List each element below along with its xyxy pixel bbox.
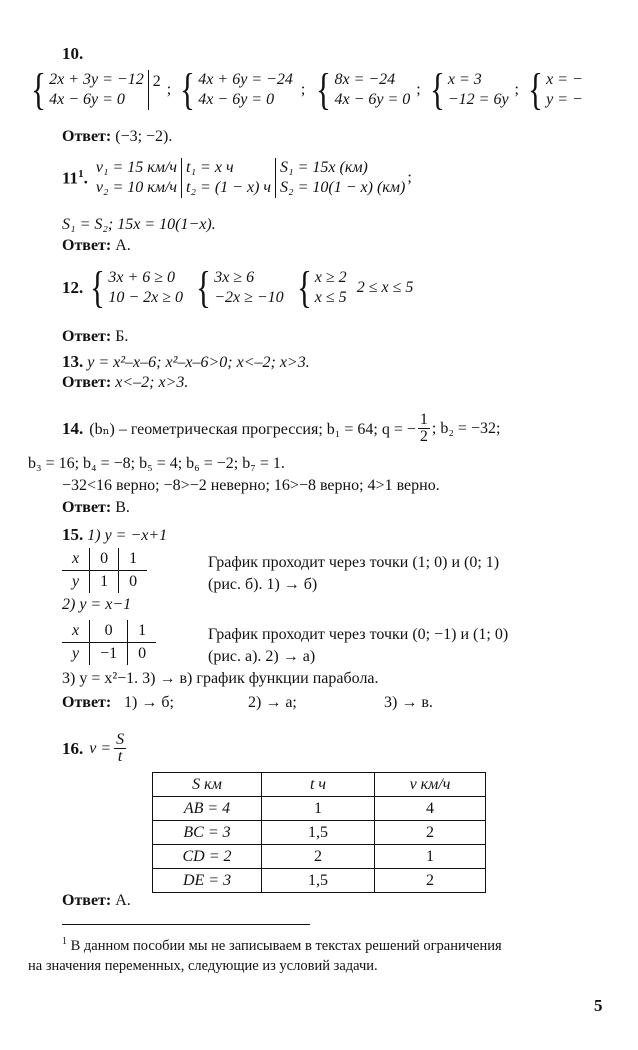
system-3: x ≥ 2 x ≤ 5 — [314, 269, 347, 306]
problem-15-f2: 2) y = x−1 — [62, 596, 132, 613]
problem-10-number: 10. — [62, 44, 84, 63]
table-row: AB = 4 1 4 — [153, 797, 486, 821]
multiplier: 2 — [152, 73, 161, 90]
problem-13: 13. y = x²–x–6; x²–x–6>0; x<–2; x>3. — [62, 352, 310, 371]
problem-12-number: 12. — [62, 278, 84, 297]
problem-12: 12. { 3x + 6 ≥ 0 10 − 2x ≥ 0 { 3x ≥ 6 −2x ≥ −10 { x ≥ 2 x ≤ 5 2 ≤ x ≤ 5 — [62, 263, 414, 312]
distances: S₁ = 15x (км) S₂ = 10(1 − x) (км) — [280, 159, 406, 196]
ratio-fraction: $\frac{1}{2}$ — [419, 411, 428, 445]
problem-14-answer: Ответ: В. — [62, 499, 130, 516]
value-table-2: x 0 1 y −1 0 — [62, 620, 156, 665]
brace: { — [31, 65, 46, 114]
problem-11-answer: Ответ: А. — [62, 237, 131, 254]
page-number: 5 — [594, 996, 603, 1015]
speeds: v₁ = 15 км/ч v₂ = 10 км/ч — [95, 159, 178, 196]
system-2: 4x + 6y = −24 4x − 6y = 0 — [198, 71, 293, 108]
problem-12-answer: Ответ: Б. — [62, 328, 129, 345]
problem-13-answer: Ответ: x<–2; x>3. — [62, 374, 189, 391]
system-2: 3x ≥ 6 −2x ≥ −10 — [214, 269, 284, 306]
problem-10-answer: Ответ: (−3; −2). — [62, 128, 173, 145]
system-3: 8x = −24 4x − 6y = 0 — [334, 71, 411, 108]
problem-16-answer: Ответ: А. — [62, 892, 131, 909]
graph-description-1: График проходит через точки (1; 0) и (0; 1) (рис. б). 1) → б) — [208, 554, 500, 593]
footnote-rule — [62, 924, 310, 925]
system-1: 3x + 6 ≥ 0 10 − 2x ≥ 0 — [108, 269, 184, 306]
problem-11-equation: S₁ = S₂; 15x = 10(1−x). — [62, 216, 216, 233]
problem-15-answer: Ответ: 1) → б; 2) → а; 3) → в. — [62, 694, 433, 711]
table-row: BC = 3 1,5 2 — [153, 821, 486, 845]
problem-14-line1: 14. (bₙ) – геометрическая прогрессия; b₁ = 64; q = − $\frac{1}{2}$ ; b₂ = −32; — [62, 411, 501, 445]
table-header: S км t ч v км/ч — [153, 773, 486, 797]
divider — [148, 70, 149, 110]
problem-11-number: $11^1$. — [62, 167, 88, 188]
speed-fraction: $\frac{S}{t}$ — [116, 731, 125, 765]
footnote-line-1: $^1$ В данном пособии мы не записываем в текстах решений ограничения — [62, 936, 502, 954]
table-row: DE = 3 1,5 2 — [153, 869, 486, 893]
table-row: CD = 2 2 1 — [153, 845, 486, 869]
system-4: x = 3 −12 = 6y — [447, 71, 509, 108]
problem-14-line2: b₃ = 16; b₄ = −8; b₅ = 4; b₆ = −2; b₇ = 1. — [28, 455, 285, 472]
motion-table — [152, 772, 486, 893]
problem-10-systems: { 2x + 3y = −12 4x − 6y = 0 2 ; { 4x + 6y = −24 4x − 6y = 0 ; { 8x = −24 4x − 6y = 0 ; { x = 3 −12 = 6y ; { x = − y = − — [31, 65, 583, 114]
graph-description-2: График проходит через точки (0; −1) и (1; 0) (рис. а). 2) → а) — [208, 626, 509, 665]
problem-15-f3: 3) y = x²−1. 3) → в) график функции парабола. — [62, 670, 379, 687]
system-1: 2x + 3y = −12 4x − 6y = 0 — [49, 71, 144, 108]
times: t₁ = x ч t₂ = (1 − x) ч — [186, 159, 272, 196]
solution-range: 2 ≤ x ≤ 5 — [356, 279, 414, 296]
value-table-1: x 0 1 y 1 0 — [62, 548, 147, 593]
problem-11: $11^1$. v₁ = 15 км/ч v₂ = 10 км/ч t₁ = x ч t₂ = (1 − x) ч S₁ = 15x (км) S₂ = 10(1 − x) (км) ; — [62, 159, 412, 196]
problem-15-f1: 15. 1) y = −x+1 — [62, 525, 168, 544]
footnote-line-2: на значения переменных, следующие из условий задачи. — [28, 958, 378, 974]
problem-16-formula: 16. v = $\frac{S}{t}$ — [62, 731, 125, 765]
problem-14-line3: −32<16 верно; −8>−2 неверно; 16>−8 верно; 4>1 верно. — [62, 477, 440, 494]
system-5: x = − y = − — [546, 71, 583, 108]
